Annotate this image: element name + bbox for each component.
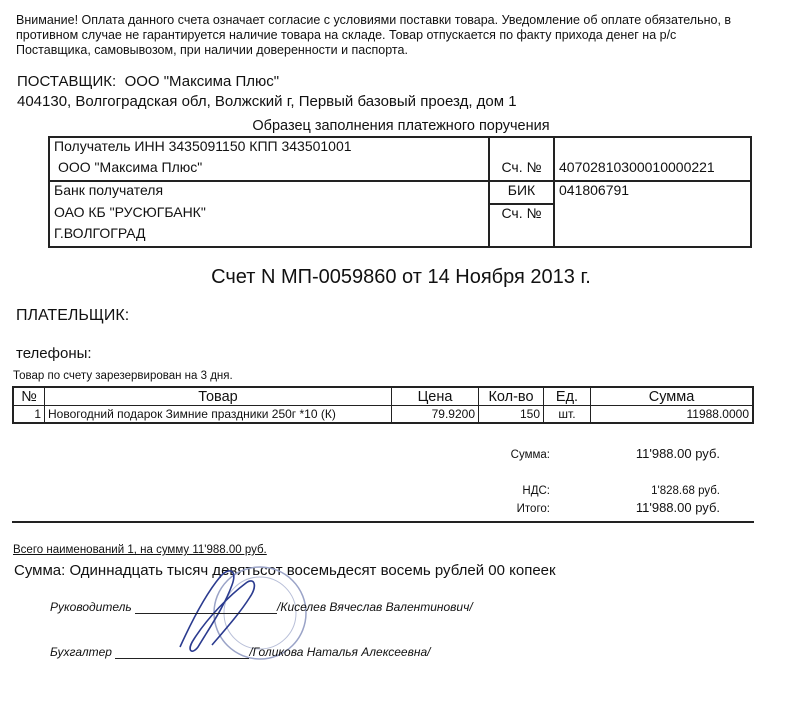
corr-account-label: Сч. № xyxy=(489,204,554,247)
accountant-name: /Голикова Наталья Алексеевна/ xyxy=(249,645,431,659)
head-label: Руководитель xyxy=(50,600,132,614)
row-unit: шт. xyxy=(544,406,591,424)
reserved-note: Товар по счету зарезервирован на 3 дня. xyxy=(13,370,233,382)
payer-label: ПЛАТЕЛЬЩИК: xyxy=(16,307,130,324)
items-count: Всего наименований 1, на сумму 11'988.00 руб. xyxy=(13,544,267,556)
items-header-row xyxy=(13,387,753,406)
vat-value: 1'828.68 руб. xyxy=(651,485,720,497)
supplier-block xyxy=(17,72,517,112)
payment-sample-table xyxy=(48,136,752,248)
bank-city: Г.ВОЛГОГРАД xyxy=(49,225,489,247)
row-number: 1 xyxy=(13,406,45,424)
row-price: 79.9200 xyxy=(392,406,479,424)
col-sum: Сумма xyxy=(591,387,754,406)
recipient-line: Получатель ИНН 3435091150 КПП 343501001 xyxy=(49,137,489,159)
phones-label: телефоны: xyxy=(16,345,92,362)
col-qty: Кол-во xyxy=(479,387,544,406)
accountant-label: Бухгалтер xyxy=(50,645,112,659)
total-row xyxy=(410,499,720,517)
vat-row xyxy=(410,481,720,499)
row-sum: 11988.0000 xyxy=(591,406,754,424)
bik-value: 041806791 xyxy=(554,181,751,204)
payment-notice: Внимание! Оплата данного счета означает согласие с условиями поставки товара. Уведомление об оплате обязательно, в противном случае не гарантируется наличие товара на складе. Товар отпускается по факту прихода денег на р/с Поставщика, самовывозом, при наличии доверенности и паспорта. xyxy=(16,13,732,57)
recipient-name: ООО "Максима Плюс" xyxy=(49,159,489,181)
col-price: Цена xyxy=(392,387,479,406)
supplier-address: 404130, Волгоградская обл, Волжский г, Первый базовый проезд, дом 1 xyxy=(17,93,517,110)
bik-label: БИК xyxy=(489,181,554,204)
supplier-label: ПОСТАВЩИК: xyxy=(17,73,117,90)
divider xyxy=(12,521,754,523)
col-number: № xyxy=(13,387,45,406)
table-row xyxy=(13,406,753,424)
accountant-signature-line xyxy=(115,658,249,659)
col-item: Товар xyxy=(45,387,392,406)
items-table xyxy=(12,386,754,424)
row-qty: 150 xyxy=(479,406,544,424)
account-label: Сч. № xyxy=(489,159,554,181)
head-signature-line xyxy=(135,613,277,614)
accountant-signature-row xyxy=(50,645,430,659)
bank-label: Банк получателя xyxy=(49,181,489,204)
row-item: Новогодний подарок Зимние праздники 250г *10 (К) xyxy=(45,406,392,424)
account-number: 40702810300010000221 xyxy=(554,159,751,181)
bank-name: ОАО КБ "РУСЮГБАНК" xyxy=(49,204,489,225)
sum-value: 11'988.00 руб. xyxy=(635,446,720,461)
total-label: Итого: xyxy=(516,503,550,515)
invoice-title: Счет N МП-0059860 от 14 Ноября 2013 г. xyxy=(211,266,591,288)
payment-sample-title: Образец заполнения платежного поручения xyxy=(252,118,550,134)
sum-label: Сумма: xyxy=(510,449,550,461)
vat-label: НДС: xyxy=(522,485,550,497)
col-unit: Ед. xyxy=(544,387,591,406)
sum-row xyxy=(410,445,720,463)
head-signature-row xyxy=(50,600,473,614)
total-value: 11'988.00 руб. xyxy=(635,500,720,515)
head-name: /Киселев Вячеслав Валентинович/ xyxy=(277,600,473,614)
amount-in-words: Сумма: Одиннадцать тысяч девятьсот восемьдесят восемь рублей 00 копеек xyxy=(14,562,556,579)
supplier-name: ООО "Максима Плюс" xyxy=(124,73,280,90)
